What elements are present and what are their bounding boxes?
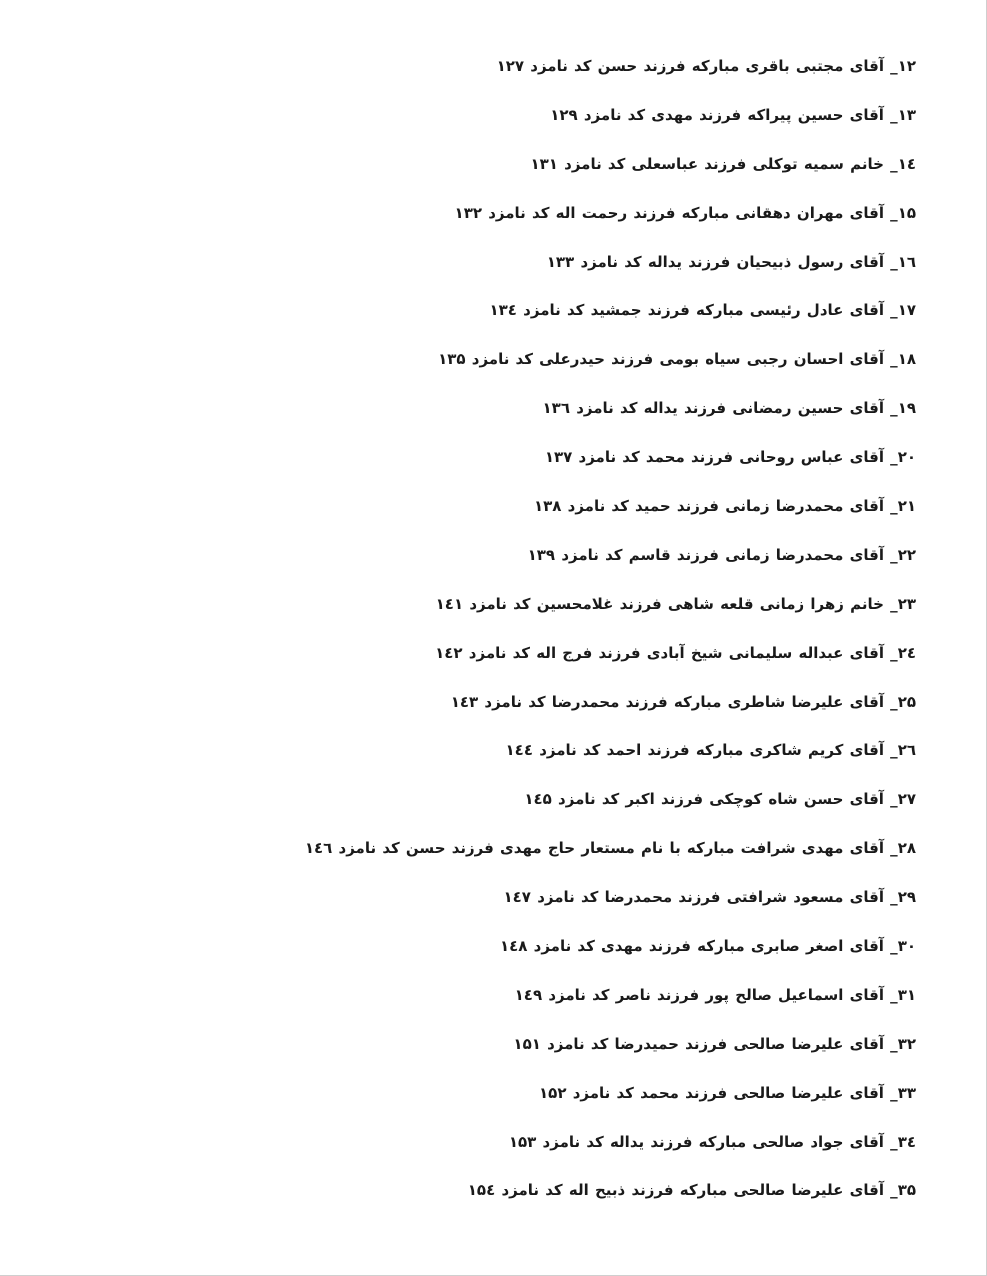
list-item: ۳۲_ آقای علیرضا صالحی فرزند حمیدرضا کد نامزد ۱۵۱ <box>513 1034 916 1053</box>
list-item: ۲۱_ آقای محمدرضا زمانی فرزند حمید کد نامزد ۱۳۸ <box>533 497 916 516</box>
list-item: ۳۰_ آقای اصغر صابری مبارکه فرزند مهدی کد نامزد ۱٤۸ <box>499 937 916 956</box>
list-item: ۲۲_ آقای محمدرضا زمانی فرزند قاسم کد نامزد ۱۳۹ <box>527 545 916 564</box>
list-item: ۱۵_ آقای مهران دهقانی مبارکه فرزند رحمت اله کد نامزد ۱۳۲ <box>454 203 916 222</box>
list-item: ۲۷_ آقای حسن شاه کوچکی فرزند اکبر کد نامزد ۱٤۵ <box>524 790 916 809</box>
list-item: ۲۳_ خانم زهرا زمانی قلعه شاهی فرزند غلامحسین کد نامزد ۱٤۱ <box>435 594 916 613</box>
candidate-list <box>276 48 916 1221</box>
list-item: ۲۹_ آقای مسعود شرافتی فرزند محمدرضا کد نامزد ۱٤۷ <box>503 888 916 907</box>
list-item: ۱۷_ آقای عادل رئیسی مبارکه فرزند جمشید کد نامزد ۱۳٤ <box>489 301 916 320</box>
list-item: ۱۳_ آقای حسین پیراکه فرزند مهدی کد نامزد ۱۲۹ <box>550 105 916 124</box>
list-item: ۳۳_ آقای علیرضا صالحی فرزند محمد کد نامزد ۱۵۲ <box>539 1083 916 1102</box>
list-item: ۳۵_ آقای علیرضا صالحی مبارکه فرزند ذبیح اله کد نامزد ۱۵٤ <box>467 1181 916 1200</box>
list-item: ۱۸_ آقای احسان رجبی سیاه بومی فرزند حیدرعلی کد نامزد ۱۳۵ <box>438 350 916 369</box>
list-item: ۱٤_ خانم سمیه توکلی فرزند عباسعلی کد نامزد ۱۳۱ <box>530 154 916 173</box>
list-item: ۲٤_ آقای عبداله سلیمانی شیخ آبادی فرزند فرج اله کد نامزد ۱٤۲ <box>435 643 916 662</box>
list-item: ۱۹_ آقای حسین رمضانی فرزند یداله کد نامزد ۱۳٦ <box>542 399 916 418</box>
list-item: ۲٦_ آقای کریم شاکری مبارکه فرزند احمد کد نامزد ۱٤٤ <box>505 741 916 760</box>
list-item: ۱٦_ آقای رسول ذبیحیان فرزند یداله کد نامزد ۱۳۳ <box>546 252 916 271</box>
list-item: ۳۱_ آقای اسماعیل صالح پور فرزند ناصر کد نامزد ۱٤۹ <box>514 985 916 1004</box>
list-item: ۲۵_ آقای علیرضا شاطری مبارکه فرزند محمدرضا کد نامزد ۱٤۳ <box>450 692 916 711</box>
list-item: ۲۰_ آقای عباس روحانی فرزند محمد کد نامزد ۱۳۷ <box>544 448 916 467</box>
list-item: ۳٤_ آقای جواد صالحی مبارکه فرزند یداله کد نامزد ۱۵۳ <box>508 1132 916 1151</box>
list-item: ۲۸_ آقای مهدی شرافت مبارکه با نام مستعار حاج مهدی فرزند حسن کد نامزد ۱٤٦ <box>304 839 916 858</box>
list-item: ۱۲_ آقای مجتبی باقری مبارکه فرزند حسن کد نامزد ۱۲۷ <box>496 57 916 75</box>
